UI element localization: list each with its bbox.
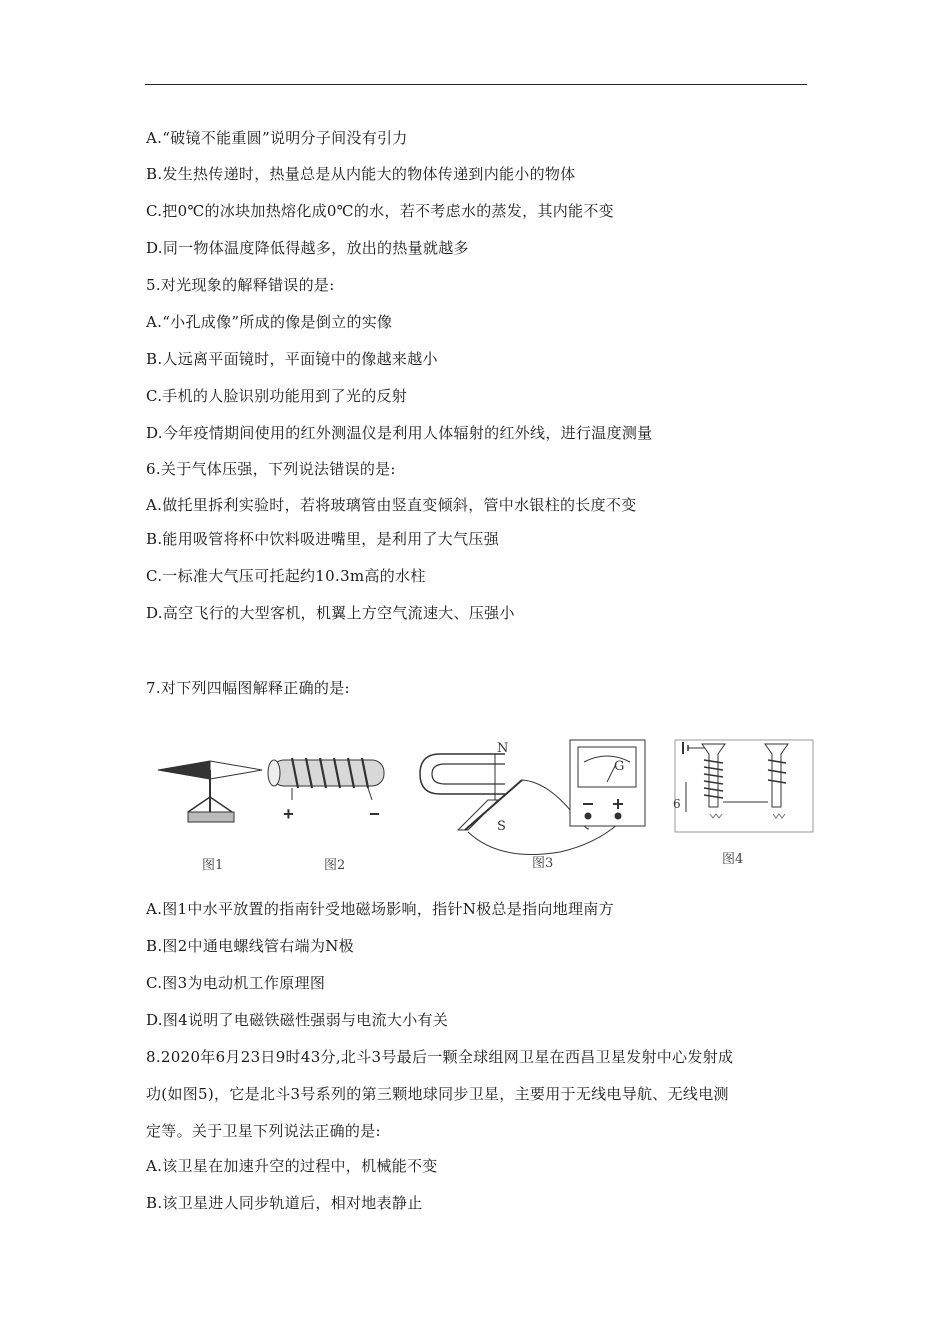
fig3-s-label: S [497,819,506,834]
q8-option-a: A.该卫星在加速升空的过程中，机械能不变 [146,1157,438,1175]
q4-option-c: C.把0℃的冰块加热熔化成0℃的水，若不考虑水的蒸发，其内能不变 [146,202,614,220]
fig3-induction [420,740,645,855]
q6-option-a: A.做托里拆利实验时，若将玻璃管由竖直变倾斜，管中水银柱的长度不变 [146,496,637,514]
fig4-electromagnets [673,740,813,832]
fig2-minus-label: − [369,807,380,822]
q7-stem: 7.对下列四幅图解释正确的是: [146,679,350,697]
q7-figures [150,712,820,877]
fig3-n-label: N [497,741,509,756]
q4-option-d: D.同一物体温度降低得越多，放出的热量就越多 [146,239,469,257]
fig3-caption: 图3 [532,856,554,871]
q4-option-a: A.“破镜不能重圆”说明分子间没有引力 [146,129,408,147]
q7-option-a: A.图1中水平放置的指南针受地磁场影响，指针N极总是指向地理南方 [146,900,614,918]
header-rule [145,84,807,85]
q7-option-d: D.图4说明了电磁铁磁性强弱与电流大小有关 [146,1011,449,1029]
fig2-caption: 图2 [324,858,346,873]
q8-stem-line1: 8.2020年6月23日9时43分,北斗3号最后一颗全球组网卫星在西昌卫星发射中心发射成 [146,1048,734,1066]
q6-option-d: D.高空飞行的大型客机，机翼上方空气流速大、压强小 [146,604,515,622]
q5-option-d: D.今年疫情期间使用的红外测温仪是利用人体辐射的红外线，进行温度测量 [146,424,653,442]
fig3-g-label: G [614,759,625,774]
fig1-caption: 图1 [202,858,224,873]
q6-option-b: B.能用吸管将杯中饮料吸进嘴里，是利用了大气压强 [146,530,499,548]
fig4-six-label: 6 [673,797,681,811]
q6-stem: 6.关于气体压强，下列说法错误的是: [146,460,396,478]
q5-option-b: B.人远离平面镜时，平面镜中的像越来越小 [146,350,438,368]
fig2-solenoid [268,758,384,822]
fig1-compass [158,761,262,822]
q7-option-c: C.图3为电动机工作原理图 [146,974,326,992]
q5-option-a: A.“小孔成像”所成的像是倒立的实像 [146,313,393,331]
q5-option-c: C.手机的人脸识别功能用到了光的反射 [146,387,408,405]
q8-stem-line3: 定等。关于卫星下列说法正确的是: [146,1122,381,1140]
q7-figures-drawing [150,712,820,877]
q6-option-c: C.一标准大气压可托起约10.3m高的水柱 [146,567,426,585]
fig4-caption: 图4 [722,852,744,867]
q5-stem: 5.对光现象的解释错误的是: [146,276,335,294]
q7-option-b: B.图2中通电螺线管右端为N极 [146,937,354,955]
fig2-plus-label: + [283,807,294,822]
q8-stem-line2: 功(如图5)，它是北斗3号系列的第三颗地球同步卫星，主要用于无线电导航、无线电测 [146,1085,729,1103]
q8-option-b: B.该卫星进人同步轨道后，相对地表静止 [146,1194,423,1212]
q4-option-b: B.发生热传递时，热量总是从内能大的物体传递到内能小的物体 [146,165,576,183]
